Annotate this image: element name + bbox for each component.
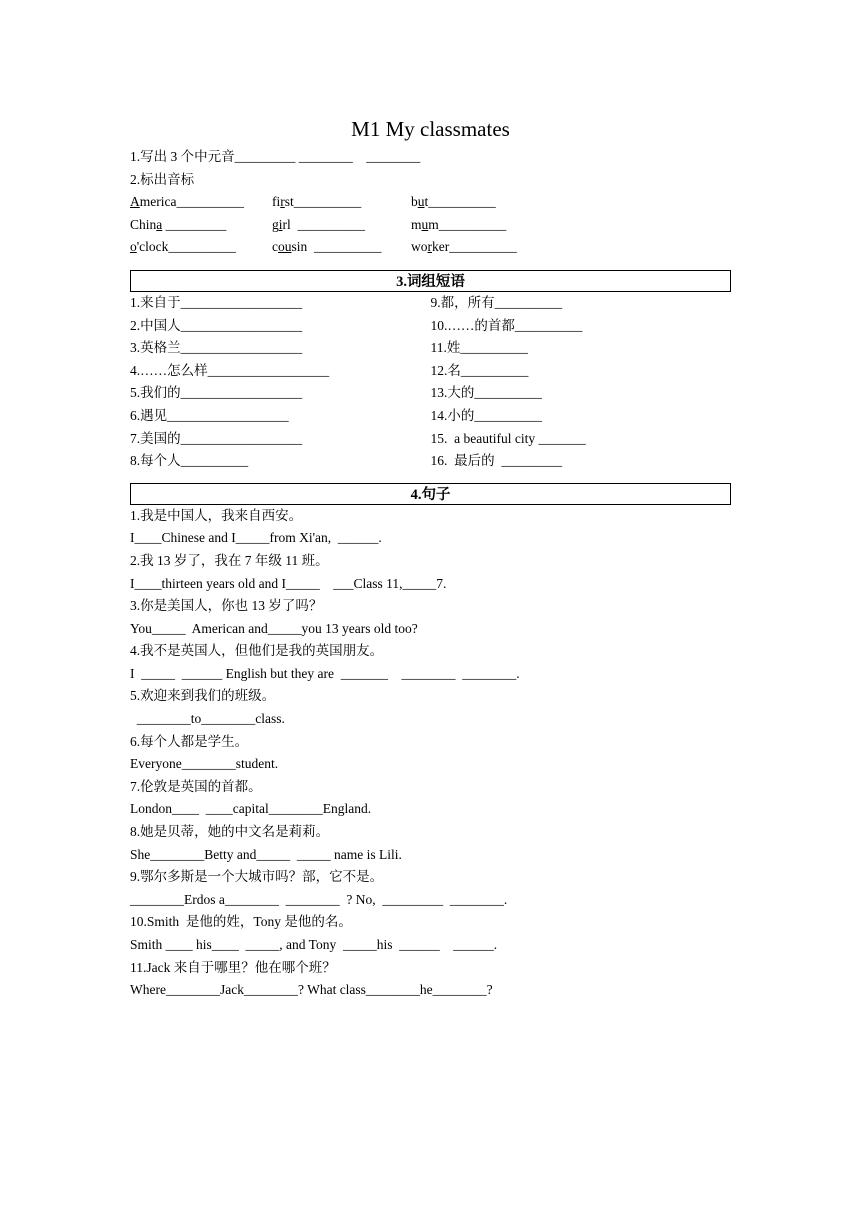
phrase-item: 6.遇见__________________	[130, 407, 289, 423]
phrase-item: 11.姓__________	[430, 340, 528, 356]
phonetic-word: America__________	[130, 194, 244, 210]
phrase-item: 12.名__________	[430, 362, 529, 378]
phrase-item: 14.小的__________	[430, 407, 542, 423]
sentence-line: ________Erdos a________ ________ ? No, _________ ________.	[130, 891, 508, 907]
sentence-line: She________Betty and_____ _____ name is Lili.	[130, 846, 402, 862]
phrase-item: 16. 最后的 _________	[430, 453, 563, 469]
underlined-letter: i	[278, 216, 283, 232]
phonetic-row	[130, 214, 731, 237]
section-heading-sentences: 4.句子	[130, 483, 731, 505]
sentence-line: I _____ ______ English but they are _______ ________ ________.	[130, 665, 520, 681]
phonetic-grid	[130, 191, 731, 259]
sentence-line: ________to________class.	[130, 711, 285, 727]
sentence-line: 8.她是贝蒂，她的中文名是莉莉。	[130, 824, 330, 840]
underlined-letter: A	[130, 194, 140, 210]
phonetic-word: worker__________	[411, 239, 517, 255]
phrase-item: 1.来自于__________________	[130, 294, 303, 310]
section-heading-phrases: 3.词组短语	[130, 270, 731, 292]
sentence-line: 7.伦敦是英国的首都。	[130, 778, 262, 794]
sentence-line: You_____ American and_____you 13 years old too?	[130, 620, 418, 636]
phrase-item: 4.……怎么样__________________	[130, 362, 330, 378]
phonetic-row	[130, 236, 731, 259]
phrase-item: 5.我们的__________________	[130, 385, 303, 401]
underlined-letter: o	[130, 239, 137, 255]
phrase-item: 8.每个人__________	[130, 453, 249, 469]
phonetic-word: mum__________	[411, 216, 507, 232]
phrase-item: 7.美国的__________________	[130, 430, 303, 446]
phonetic-word: girl __________	[272, 216, 366, 232]
sentence-line: Where________Jack________? What class________he________?	[130, 982, 493, 998]
sentence-line: London____ ____capital________England.	[130, 801, 372, 817]
sentence-line: Everyone________student.	[130, 756, 279, 772]
sentence-line: 9.鄂尔多斯是一个大城市吗？部，它不是。	[130, 869, 384, 885]
question-2-heading: 2.标出音标	[130, 171, 195, 187]
sentence-line: 10.Smith 是他的姓，Tony 是他的名。	[130, 914, 352, 930]
phrase-item: 2.中国人__________________	[130, 317, 303, 333]
sentence-list	[130, 505, 731, 1002]
sentence-line: 3.你是美国人，你也 13 岁了吗？	[130, 598, 323, 614]
underlined-letter: r	[280, 194, 285, 210]
underlined-letter: u	[421, 216, 429, 232]
phonetic-row	[130, 191, 731, 214]
sentence-line: I____Chinese and I_____from Xi'an, ______.	[130, 530, 382, 546]
page-title: M1 My classmates	[351, 117, 510, 141]
phonetic-word: China _________	[130, 216, 227, 232]
phonetic-word: first__________	[272, 194, 362, 210]
phonetic-word: cousin __________	[272, 239, 382, 255]
sentence-line: 4.我不是英国人，但他们是我的英国朋友。	[130, 643, 384, 659]
worksheet	[130, 112, 731, 1002]
phonetic-word: o'clock__________	[130, 239, 236, 255]
phrase-item: 3.英格兰__________________	[130, 340, 303, 356]
underlined-letter: a	[156, 216, 163, 232]
phrase-item: 9.都，所有__________	[430, 294, 563, 310]
phrase-item: 10.……的首都__________	[430, 317, 583, 333]
phrase-item: 15. a beautiful city _______	[430, 430, 586, 446]
sentence-line: 2.我 13 岁了，我在 7 年级 11 班。	[130, 552, 329, 568]
sentence-line: 11.Jack 来自于哪里？他在哪个班？	[130, 959, 336, 975]
underlined-letter: ou	[278, 239, 292, 255]
sentence-line: I____thirteen years old and I_____ ___Class 11,_____7.	[130, 575, 447, 591]
sentence-line: 6.每个人都是学生。	[130, 733, 249, 749]
underlined-letter: u	[417, 194, 425, 210]
underlined-letter: r	[427, 239, 432, 255]
sentence-line: 1.我是中国人，我来自西安。	[130, 507, 303, 523]
question-1: 1.写出 3 个中元音_________ ________ ________	[130, 149, 421, 164]
phonetic-word: but__________	[411, 194, 496, 210]
sentence-line: 5.欢迎来到我们的班级。	[130, 688, 276, 704]
phrase-item: 13.大的__________	[430, 385, 542, 401]
phrase-list	[130, 292, 731, 473]
sentence-line: Smith ____ his____ _____, and Tony _____his ______ ______.	[130, 937, 498, 952]
